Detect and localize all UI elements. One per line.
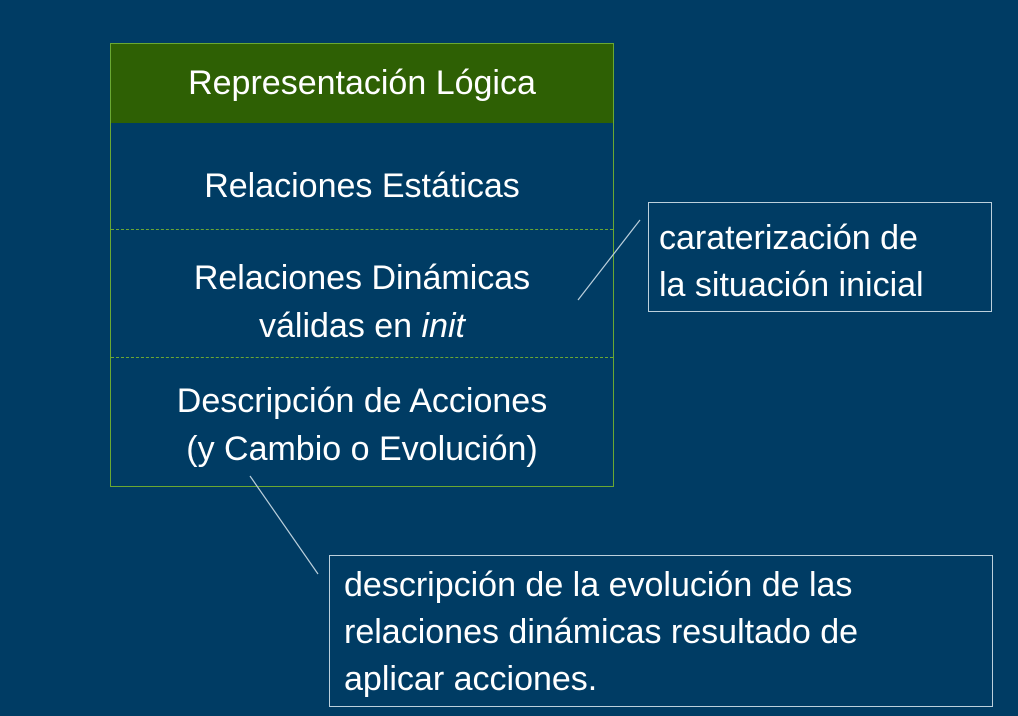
- callout-initial-situation: [648, 202, 992, 312]
- init-keyword: init: [421, 307, 465, 345]
- callout-evolution-line2: relaciones dinámicas resultado de: [344, 613, 859, 651]
- callout-evolution-description: [329, 555, 993, 707]
- callout-evolution-line3: aplicar acciones.: [344, 660, 598, 698]
- action-description-sublabel: (y Cambio o Evolución): [186, 430, 538, 468]
- header-title: Representación Lógica: [188, 64, 536, 102]
- callout-initial-line1: caraterización de: [659, 219, 918, 257]
- callout-initial-line2: la situación inicial: [659, 266, 924, 304]
- connector-initial: [578, 220, 640, 300]
- dynamic-valid-prefix: válidas en: [258, 307, 422, 345]
- static-relations-label: Relaciones Estáticas: [204, 167, 520, 205]
- connector-evolution: [250, 476, 318, 574]
- callout-evolution-line1: descripción de la evolución de las: [344, 566, 853, 604]
- action-description-label: Descripción de Acciones: [176, 382, 548, 420]
- dynamic-relations-label: Relaciones Dinámicas: [193, 259, 531, 297]
